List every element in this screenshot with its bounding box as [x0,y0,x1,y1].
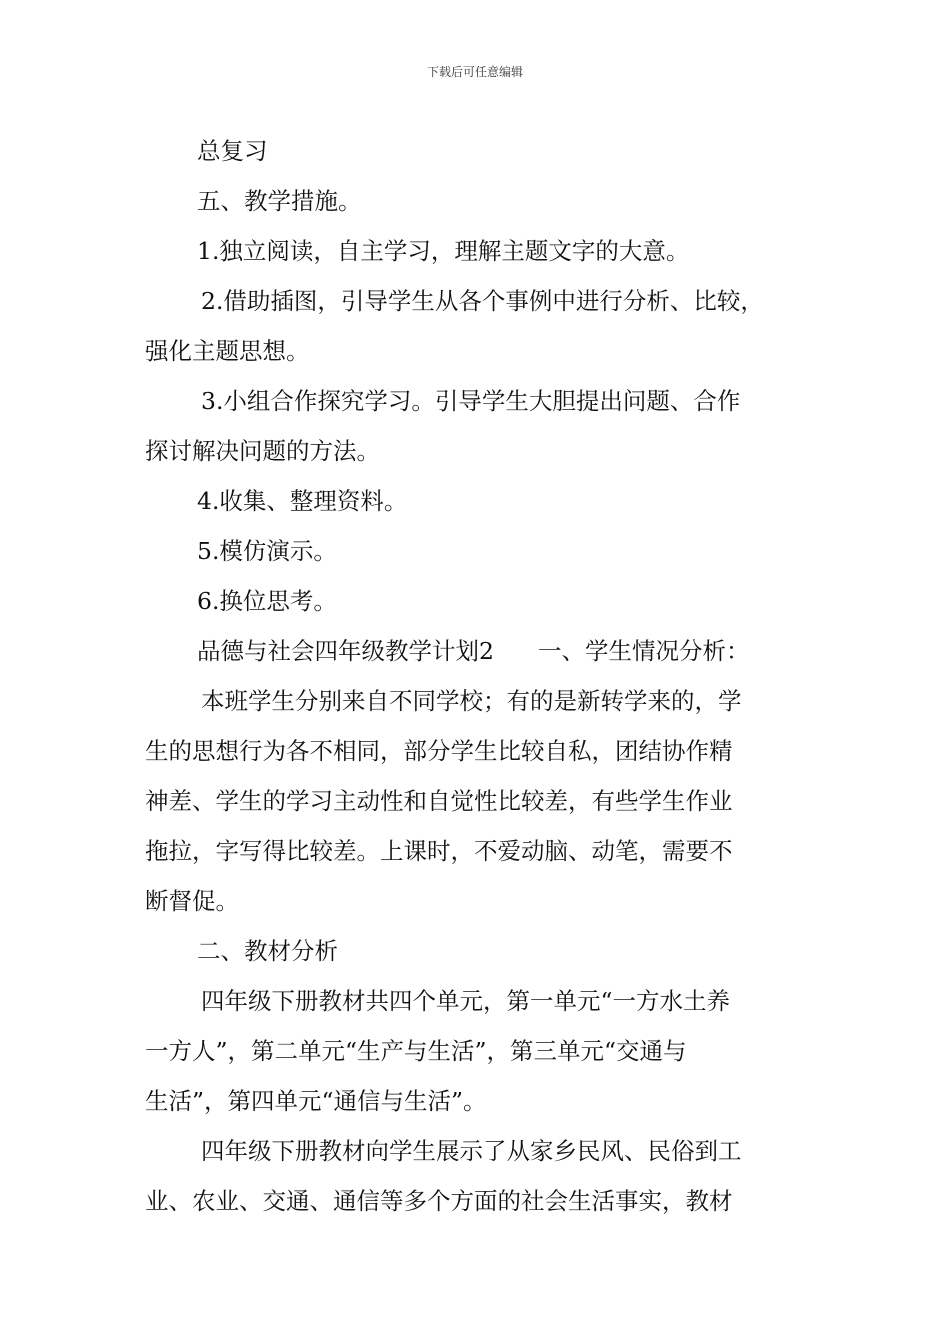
list-item-5: 5.模仿演示。 [197,537,337,565]
list-item-4: 4.收集、整理资料。 [197,487,408,515]
document-body [145,126,810,1226]
list-item-1: 1.独立阅读，自主学习，理解主题文字的大意。 [197,237,690,265]
paragraph-units-line-1: 四年级下册教材共四个单元，第一单元“一方水土养 [201,987,731,1015]
plan-title: 品德与社会四年级教学计划2 [197,637,494,665]
paragraph-students-line-4: 拖拉，字写得比较差。上课时，不爱动脑、动笔，需要不 [145,837,733,865]
paragraph-content-line-1: 四年级下册教材向学生展示了从家乡民风、民俗到工 [201,1137,742,1165]
page-header-note: 下载后可任意编辑 [426,65,523,79]
list-item-6: 6.换位思考。 [197,587,337,615]
section-heading-textbook: 二、教材分析 [197,937,338,965]
list-item-2-line-2: 强化主题思想。 [145,337,310,365]
list-item-3-line-2: 探讨解决问题的方法。 [145,437,380,465]
section-heading-student-analysis: 一、学生情况分析： [537,637,750,665]
plan-title-line [145,626,810,676]
paragraph-students-line-2: 生的思想行为各不相同，部分学生比较自私，团结协作精 [145,737,733,765]
paragraph-students-line-5: 断督促。 [145,887,239,915]
paragraph-students-line-3: 神差、学生的学习主动性和自觉性比较差，有些学生作业 [145,787,733,815]
section-heading-review: 总复习 [197,137,268,165]
paragraph-units-line-3: 生活”，第四单元“通信与生活”。 [145,1087,487,1115]
paragraph-content-line-2: 业、农业、交通、通信等多个方面的社会生活事实，教材 [145,1187,733,1215]
list-item-3-line-1: 3.小组合作探究学习。引导学生大胆提出问题、合作 [201,387,741,415]
list-item-2-line-1: 2.借助插图，引导学生从各个事例中进行分析、比较， [201,287,764,315]
paragraph-units-line-2: 一方人”，第二单元“生产与生活”，第三单元“交通与 [145,1037,687,1065]
section-heading-measures: 五、教学措施。 [197,187,362,215]
paragraph-students-line-1: 本班学生分别来自不同学校；有的是新转学来的，学 [201,687,742,715]
